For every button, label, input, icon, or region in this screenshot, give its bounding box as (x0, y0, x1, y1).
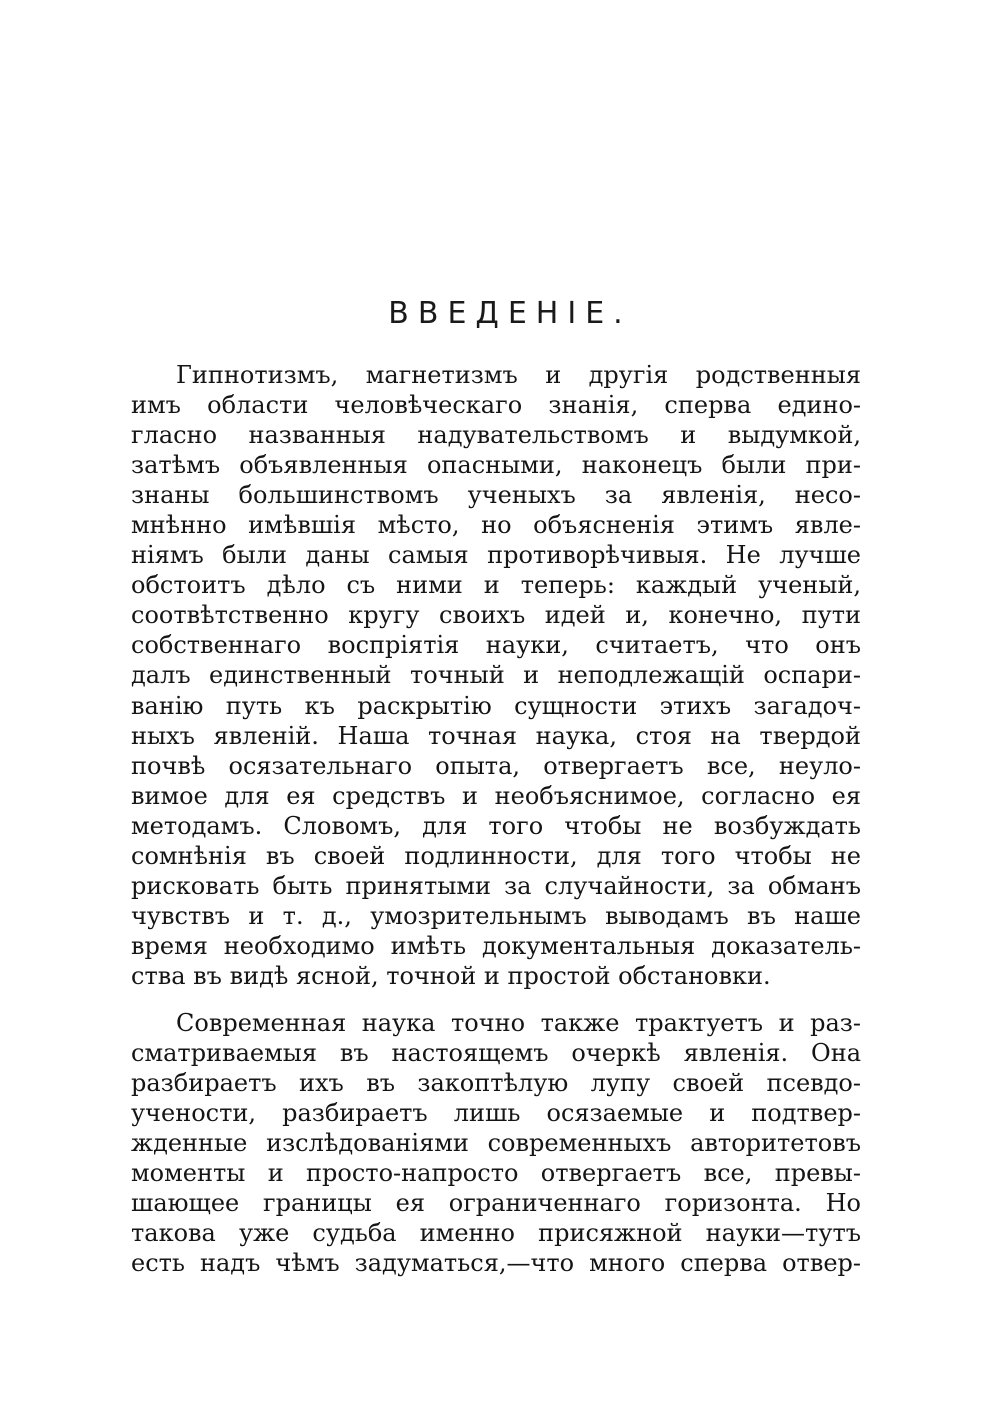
text-line: имъ области человѣческаго знанія, сперва едино- (131, 391, 861, 420)
text-line: такова уже судьба именно присяжной науки—тутъ (131, 1219, 861, 1248)
text-line: есть надъ чѣмъ задуматься,—что много сперва отвер- (131, 1249, 861, 1278)
text-line: затѣмъ объявленныя опасными, наконецъ были при- (131, 451, 861, 480)
paragraph (131, 1008, 861, 1278)
body-text (131, 360, 861, 1278)
text-line: знаны большинствомъ ученыхъ за явленія, несо- (131, 481, 861, 510)
text-line: гласно названныя надувательствомъ и выдумкой, (131, 421, 861, 450)
paragraph (131, 360, 861, 991)
text-line: вимое для ея средствъ и необъяснимое, согласно ея (131, 781, 861, 810)
text-line: методамъ. Словомъ, для того чтобы не возбуждать (131, 811, 861, 840)
text-line: ніямъ были даны самыя противорѣчивыя. Не лучше (131, 541, 861, 570)
text-line: почвѣ осязательнаго опыта, отвергаетъ все, неуло- (131, 751, 861, 780)
text-line: разбираетъ ихъ въ закоптѣлую лупу своей псевдо- (131, 1069, 861, 1098)
text-line: Гипнотизмъ, магнетизмъ и другія родственныя (176, 361, 861, 389)
text-line: чувствъ и т. д., умозрительнымъ выводамъ въ наше (131, 901, 861, 930)
text-line: время необходимо имѣть документальныя доказатель- (131, 931, 861, 960)
text-line: ныхъ явленій. Наша точная наука, стоя на твердой (131, 721, 861, 750)
text-line: мнѣнно имѣвшія мѣсто, но объясненія этимъ явле- (131, 511, 861, 540)
text-line: рисковать быть принятыми за случайности, за обманъ (131, 871, 861, 900)
text-line: сомнѣнія въ своей подлинности, для того чтобы не (131, 841, 861, 870)
text-line: далъ единственный точный и неподлежащій оспари- (131, 661, 861, 690)
text-line: соотвѣтственно кругу своихъ идей и, конечно, пути (131, 601, 861, 630)
chapter-heading: ВВЕДЕНІЕ. (388, 296, 632, 331)
paragraph-gap (131, 991, 861, 1008)
text-line: Современная наука точно также трактуетъ и раз- (176, 1008, 861, 1037)
text-line: ванію путь къ раскрытію сущности этихъ загадоч- (131, 691, 861, 720)
text-line: собственнаго воспріятія науки, считаетъ, что онъ (131, 631, 861, 660)
text-line: учености, разбираетъ лишь осязаемые и подтвер- (131, 1099, 861, 1128)
text-line: моменты и просто-напросто отвергаетъ все, превы- (131, 1159, 861, 1188)
text-line: обстоитъ дѣло съ ними и теперь: каждый ученый, (131, 571, 861, 600)
text-line: сматриваемыя въ настоящемъ очеркѣ явленія. Она (131, 1039, 861, 1068)
text-line: шающее границы ея ограниченнаго горизонта. Но (131, 1189, 861, 1218)
text-line: ства въ видѣ ясной, точной и простой обстановки. (131, 961, 771, 990)
text-line: жденные изслѣдованіями современныхъ авторитетовъ (131, 1129, 861, 1158)
